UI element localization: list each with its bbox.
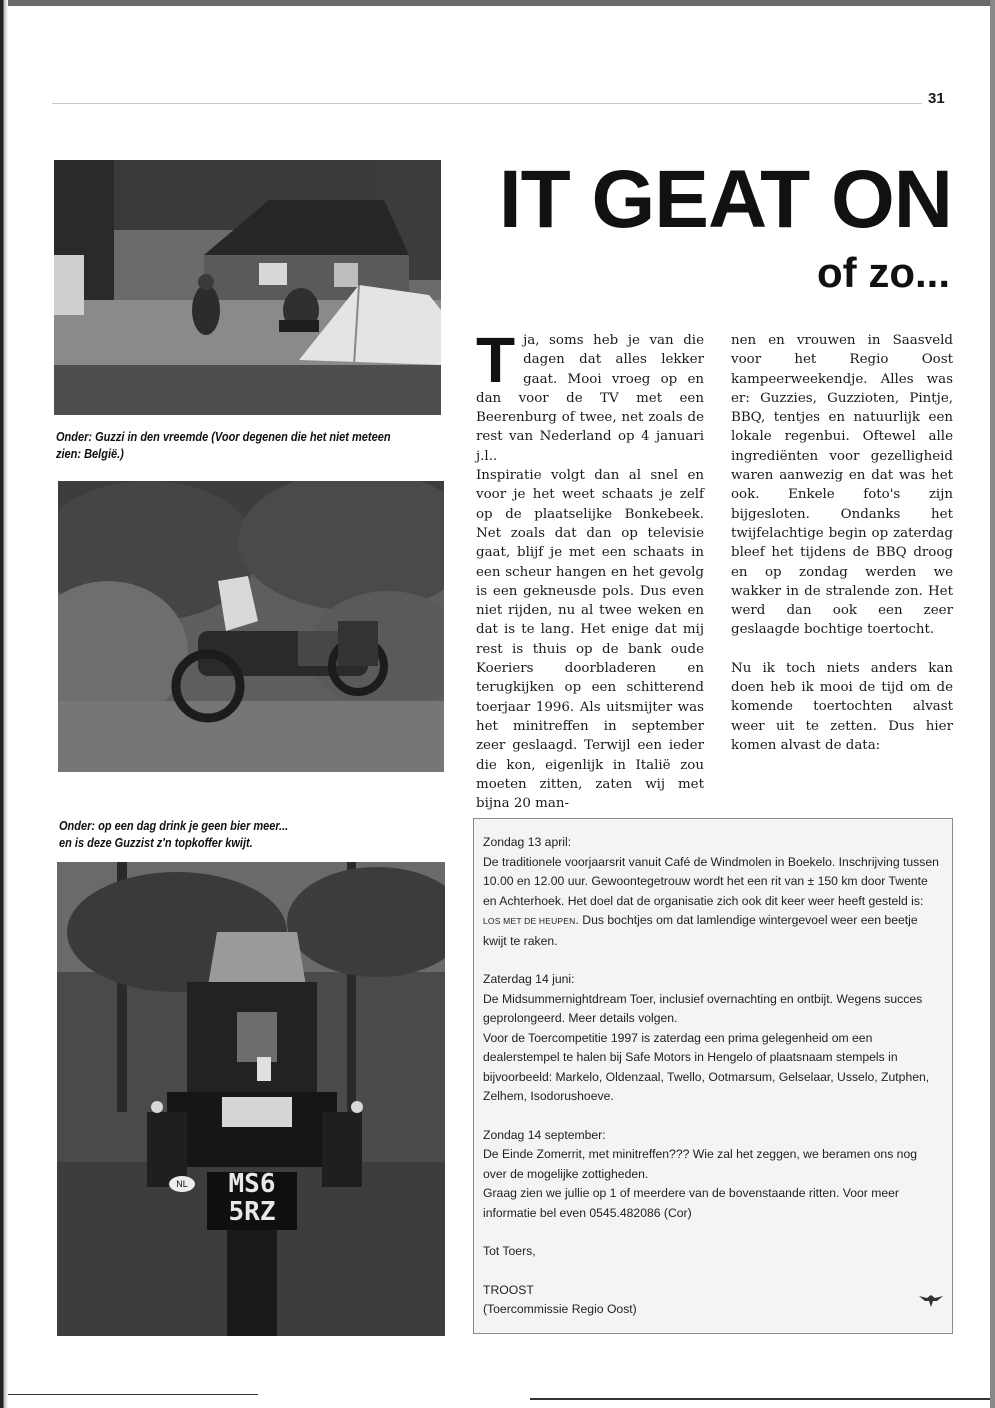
caption-line: Onder: op een dag drink je geen bier meer... [59, 819, 289, 833]
caption-line: en is deze Guzzist z'n topkoffer kwijt. [59, 836, 253, 850]
campsite-photo [54, 160, 441, 415]
country-sticker: NL [176, 1179, 188, 1189]
description-text: De traditionele voorjaarsrit vanuit Café de Windmolen in Boekelo. Inschrijving tussen 10.00 en 12.00 uur. Gewoontegetrouw wordt het een rit van ± 150 km door Twente en Achterhoek. Het doel dat de organisatie zich ook dit keer weer heeft gesteld is: [483, 854, 939, 908]
tour-date-heading: Zondag 13 april: [483, 835, 572, 849]
page-number: 31 [928, 90, 945, 107]
eagle-logo-icon [918, 1293, 944, 1309]
tour-description: Graag zien we jullie op 1 of meerdere van de bovenstaande ritten. Voor meer informatie bel even 0545.482086 (Cor) [483, 1186, 899, 1220]
plate-line: 5RZ [228, 1197, 276, 1227]
bottom-rule [8, 1394, 258, 1395]
tour-date-heading: Zaterdag 14 juni: [483, 972, 575, 986]
photo-caption-bottom [59, 818, 349, 852]
scan-edge-top [0, 0, 995, 6]
signature-organisation: (Toercommissie Regio Oost) [483, 1302, 637, 1316]
tour-dates-box [473, 818, 953, 1334]
plate-line: MS6 [228, 1169, 276, 1199]
article-paragraph [476, 324, 704, 466]
motorcycle-bushes-photo [58, 481, 444, 772]
signature-name: TROOST [483, 1282, 534, 1297]
article-column-left [476, 324, 704, 813]
description-text: . Dus bochtjes om dat lamlendige wintergevoel weer een beetje kwijt te raken. [483, 913, 918, 948]
article-title: IT GEAT ON [498, 154, 952, 245]
bottom-rule [530, 1398, 990, 1400]
tour-description: De Midsummernightdream Toer, inclusief overnachting en ontbijt. Wegens succes geprolongeerd. Meer details volgen. [483, 991, 923, 1025]
tour-date-heading: Zondag 14 september: [483, 1127, 606, 1142]
scan-edge-left [0, 0, 8, 1408]
tour-description: De Einde Zomerrit, met minitreffen??? Wie zal het zeggen, we beramen ons nog over de mogelijke zottigheden. [483, 1147, 918, 1181]
tour-description [483, 853, 943, 952]
tour-description: Voor de Toercompetitie 1997 is zaterdag een prima gelegenheid om een dealerstempel te halen bij Safe Motors in Hengelo of plaatsnaam stempels in bijvoorbeeld: Markelo, Oldenzaal, Twello, Ootmarsum, Gelselaar, Usselo, Zutphen, Zelhem, Isodorushoeve. [483, 1030, 930, 1103]
photo-caption-top: Onder: Guzzi in den vreemde (Voor degenen die het niet meteen zien: België.) [56, 430, 391, 461]
article-paragraph: Inspiratie volgt dan al snel en voor je het weet schaats je zelf op de plaatselijke Bonkebeek. Net zoals dat dan op televisie gaat, blijf je met een schaats in een scheur hangen en het gevolg is een gekneusde pols. Dus even niet rijden, nu al twee weken en dat is te lang. Het enige dat mij rest is thuis op de bank oude Koeriers doorbladeren en terugkijken op een schitterend toerjaar 1996. Als uitsmijter was het minitreffen in september zeer geslaagd. Terwijl een ieder die kon, eigenlijk in Italië zou moeten zitten, zaten wij met bijna 20 man- [476, 468, 704, 812]
article-subtitle: of zo... [817, 249, 950, 296]
article-paragraph: Nu ik toch niets anders kan doen heb ik mooi de tijd om de komende toertochten alvast weer uit te zetten. Dus hier komen alvast de data: [731, 660, 953, 753]
article-column-right [731, 331, 953, 755]
scan-edge-right [990, 0, 995, 1408]
closing-line: Tot Toers, [483, 1244, 536, 1258]
motto-text: LOS MET DE HEUPEN [483, 916, 576, 926]
article-paragraph: nen en vrouwen in Saasveld voor het Regio Oost kampeerweekendje. Alles was er: Guzzies, Guzzioten, Pintje, BBQ, tentjes en natuurlijk een lokale regenbui. Oftewel alle ingrediënten voor gezelligheid waren aanwezig en dat was het ook. Enkele foto's zijn bijgesloten. Ondanks het twijfelachtige begin op zaterdag bleef het tijdens de BBQ droog en op zondag werden we wakker in de stralende zon. Het werd dan ook een zeer geslaagde bochtige toertocht. [731, 333, 953, 638]
drop-cap: T [476, 324, 516, 396]
motorcycle-rear-photo [57, 862, 445, 1336]
header-rule [52, 103, 922, 104]
paragraph-text: ja, soms heb je van die dagen dat alles lekker gaat. Mooi vroeg op en dan voor de TV met een Beerenburg of twee, net zoals de rest van Nederland op 4 januari j.l.. [476, 333, 704, 464]
license-plate [207, 1170, 297, 1232]
